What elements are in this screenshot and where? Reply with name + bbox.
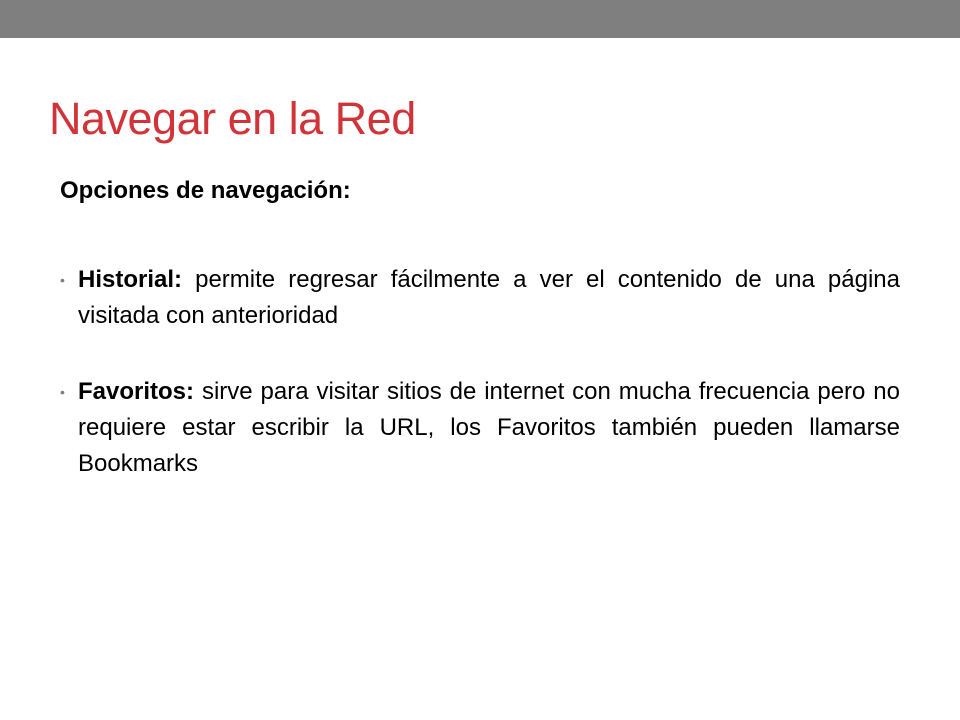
slide-subtitle: Opciones de navegación: (60, 177, 351, 204)
bullet-item-historial (60, 262, 900, 334)
bullet-text: sirve para visitar sitios de internet con mucha frecuencia pero no requiere estar escribir la URL, los Favoritos también pueden llamarse Bookmarks (78, 378, 900, 477)
bullet-item-favoritos (60, 374, 900, 482)
bullet-dot-icon: • (60, 384, 65, 400)
bullet-term: Historial: (78, 266, 183, 293)
top-accent-bar (0, 0, 960, 38)
bullet-term: Favoritos: (78, 378, 195, 405)
slide-title: Navegar en la Red (49, 93, 416, 144)
bullet-text: permite regresar fácilmente a ver el contenido de una página visitada con anterioridad (78, 266, 900, 329)
bullet-dot-icon: • (60, 272, 65, 288)
bullet-list (60, 262, 900, 522)
